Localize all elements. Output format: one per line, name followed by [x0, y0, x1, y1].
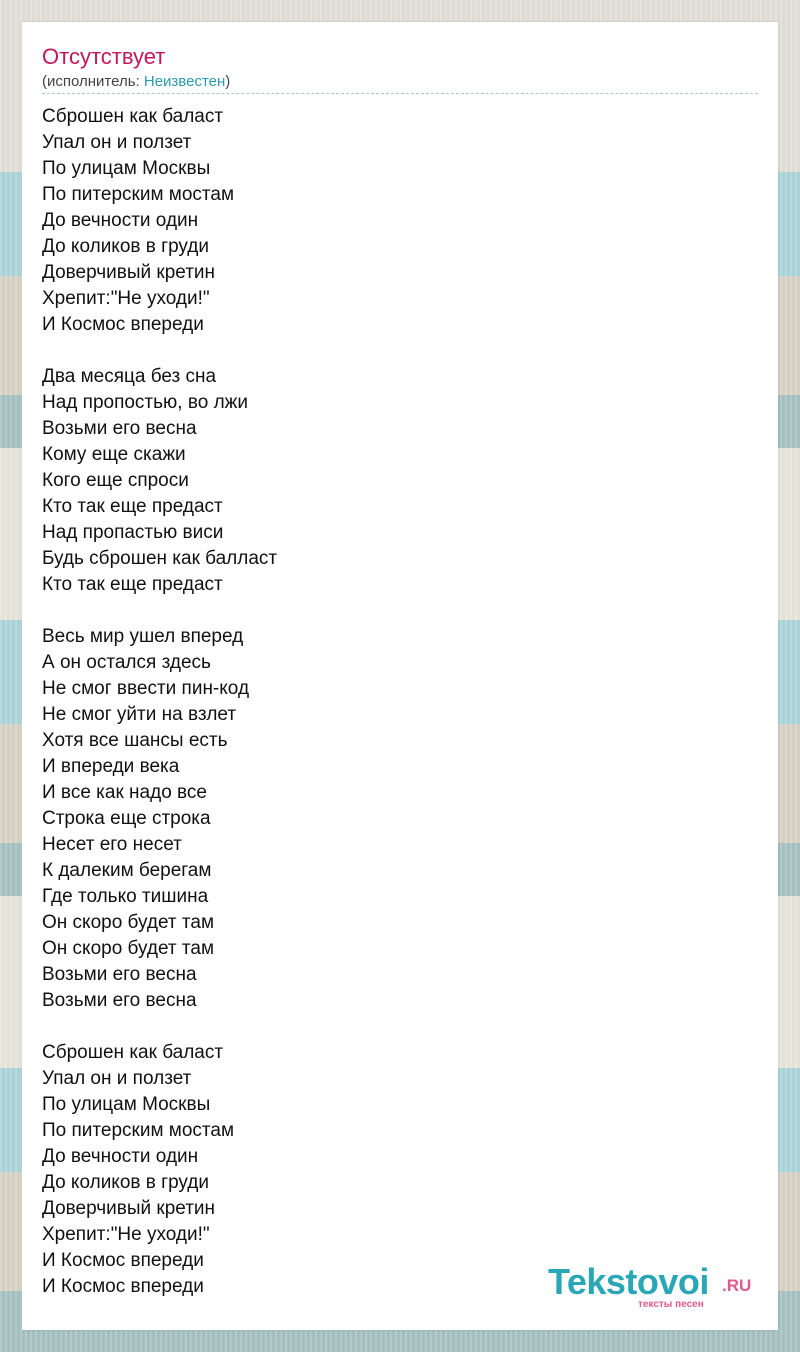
- lyrics-stanza: [42, 104, 277, 338]
- lyric-line: По улицам Москвы: [42, 158, 211, 179]
- lyric-line: Кому еще скажи: [42, 444, 186, 465]
- lyric-line: Сброшен как баласт: [42, 106, 224, 127]
- lyric-line: Несет его несет: [42, 834, 182, 855]
- lyric-line: Не смог уйти на взлет: [42, 704, 237, 725]
- lyric-line: Над пропастью виси: [42, 522, 224, 543]
- lyrics-stanza: [42, 624, 277, 1014]
- lyric-line: И Космос впереди: [42, 1250, 204, 1271]
- artist-line: [42, 72, 230, 92]
- lyrics-body: [42, 104, 277, 1300]
- lyrics-stanza: [42, 1040, 277, 1300]
- lyric-line: Не смог ввести пин-код: [42, 678, 250, 699]
- lyric-line: Кого еще спроси: [42, 470, 189, 491]
- lyric-line: И Космос впереди: [42, 1276, 204, 1297]
- lyric-line: Где только тишина: [42, 886, 209, 907]
- artist-suffix: ): [225, 73, 231, 90]
- lyric-line: Хрепит:"Не уходи!": [42, 288, 210, 309]
- lyric-line: По улицам Москвы: [42, 1094, 211, 1115]
- site-logo[interactable]: [548, 1262, 758, 1310]
- lyric-line: Кто так еще предаст: [42, 574, 223, 595]
- logo-tld: .RU: [722, 1276, 752, 1295]
- lyric-line: И все как надо все: [42, 782, 207, 803]
- lyric-line: Доверчивый кретин: [42, 262, 216, 283]
- lyric-line: Хотя все шансы есть: [42, 730, 228, 751]
- lyric-line: И Космос впереди: [42, 314, 204, 335]
- lyric-line: По питерским мостам: [42, 184, 235, 205]
- lyric-line: Кто так еще предаст: [42, 496, 223, 517]
- lyric-line: Он скоро будет там: [42, 912, 215, 933]
- artist-link[interactable]: Неизвестен: [143, 73, 226, 90]
- lyric-line: До вечности один: [42, 210, 199, 231]
- lyric-line: Возьми его весна: [42, 990, 197, 1011]
- title-divider: [42, 93, 758, 94]
- lyric-line: До коликов в груди: [42, 1172, 209, 1193]
- lyric-line: Хрепит:"Не уходи!": [42, 1224, 210, 1245]
- lyric-line: Упал он и ползет: [42, 1068, 192, 1089]
- lyrics-stanza: [42, 364, 277, 598]
- logo-tagline: тексты песен: [638, 1299, 704, 1310]
- lyric-line: Доверчивый кретин: [42, 1198, 216, 1219]
- artist-prefix: (исполнитель:: [42, 73, 144, 90]
- lyrics-card: [22, 22, 778, 1330]
- lyric-line: По питерским мостам: [42, 1120, 235, 1141]
- lyric-line: Строка еще строка: [42, 808, 211, 829]
- lyric-line: Над пропостью, во лжи: [42, 392, 248, 413]
- lyric-line: До коликов в груди: [42, 236, 209, 257]
- song-title: Отсутствует: [42, 44, 166, 69]
- lyric-line: Сброшен как баласт: [42, 1042, 224, 1063]
- lyric-line: До вечности один: [42, 1146, 199, 1167]
- lyric-line: К далеким берегам: [42, 860, 212, 881]
- lyric-line: Он скоро будет там: [42, 938, 215, 959]
- logo-wordmark: Tekstovoi: [548, 1261, 709, 1302]
- lyric-line: Возьми его весна: [42, 418, 197, 439]
- lyric-line: Упал он и ползет: [42, 132, 192, 153]
- lyric-line: Возьми его весна: [42, 964, 197, 985]
- lyric-line: Весь мир ушел вперед: [42, 626, 244, 647]
- lyric-line: И впереди века: [42, 756, 180, 777]
- lyric-line: Два месяца без сна: [42, 366, 217, 387]
- lyric-line: Будь сброшен как балласт: [42, 548, 278, 569]
- lyric-line: А он остался здесь: [42, 652, 211, 673]
